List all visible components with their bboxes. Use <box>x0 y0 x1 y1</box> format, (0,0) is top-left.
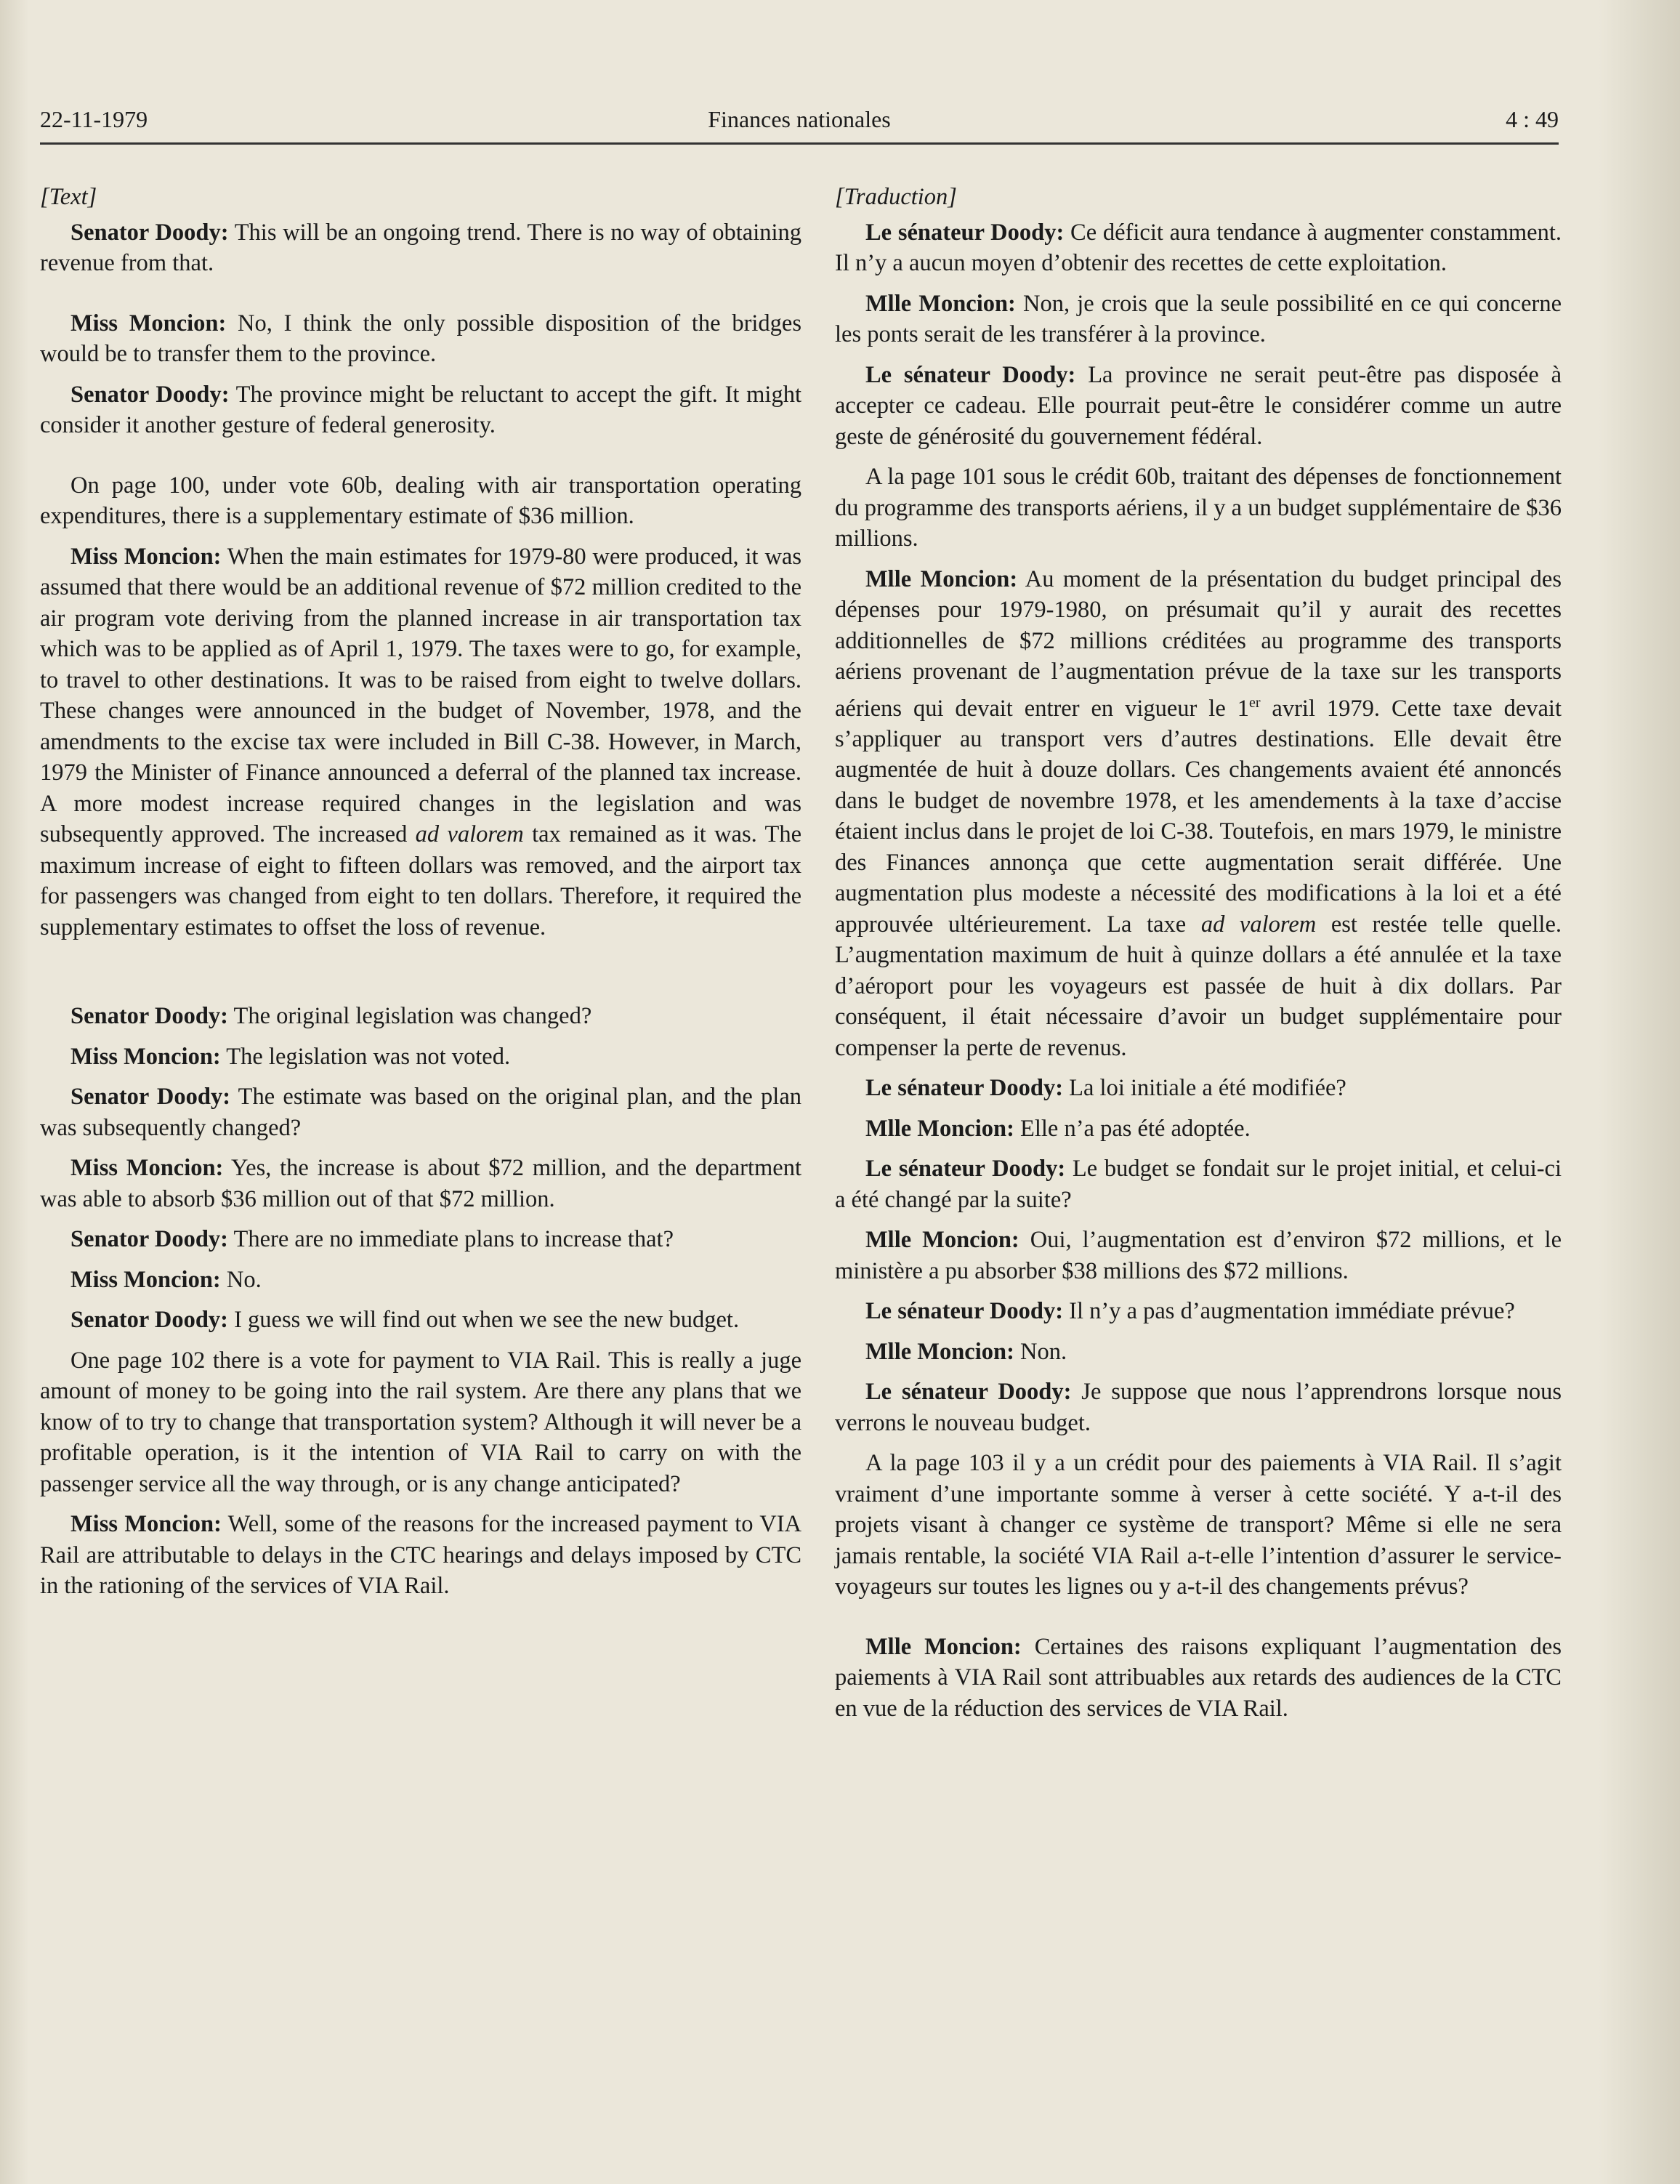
paragraph: Le sénateur Doody: Il n’y a pas d’augmentation immédiate prévue? <box>865 1298 1515 1325</box>
speaker: Le sénateur Doody: <box>865 1075 1064 1102</box>
speaker: Le sénateur Doody: <box>865 361 1076 388</box>
speaker: Mlle Moncion: <box>865 1115 1014 1142</box>
speaker: Mlle Moncion: <box>865 290 1016 317</box>
header-date: 22-11-1979 <box>40 106 148 132</box>
paragraph: Le sénateur Doody: Ce déficit aura tendance à augmenter constamment. Il n’y a aucun moyen d’obtenir des recettes de cette exploitation. <box>835 219 1562 276</box>
speaker: Le sénateur Doody: <box>865 1156 1066 1182</box>
paragraph: Le sénateur Doody: Le budget se fondait sur le projet initial, et celui-ci a été changé par la suite? <box>835 1156 1562 1213</box>
header-title: Finances nationales <box>708 106 891 132</box>
paragraph: Miss Moncion: The legislation was not voted. <box>70 1043 511 1070</box>
speaker: Mlle Moncion: <box>865 1338 1014 1365</box>
speaker: Miss Moncion: <box>70 1511 222 1537</box>
paragraph: Miss Moncion: When the main estimates for 1979-80 were produced, it was assumed that there would be an additional revenue of $72 million credited to the air program vote deriving from the planned increase in air transportation tax which was to be applied as of April 1, 1979. The taxes were to go, for example, to travel to other destinations. It was to be raised from eight to twelve dollars. These changes were announced in the budget of November, 1978, and the amendments to the excise tax were included in Bill C-38. However, in March, 1979 the Minister of Finance announced a deferral of the planned tax increase. A more modest increase required changes in the legislation and was subsequently approved. The increased ad valorem tax remained as it was. The maximum increase of eight to fifteen dollars was removed, and the airport tax for passengers was changed from eight to ten dollars. Therefore, it required the supplementary estimates to offset the loss of revenue. <box>40 543 802 940</box>
speaker: Miss Moncion: <box>70 310 227 337</box>
page-header <box>40 106 1559 145</box>
paragraph: Miss Moncion: Yes, the increase is about $72 million, and the department was able to absorb $36 million out of that $72 million. <box>40 1155 801 1212</box>
header-page-number: 4 : 49 <box>1506 106 1559 132</box>
speaker: Senator Doody: <box>70 1084 231 1110</box>
paragraph: Senator Doody: The province might be reluctant to accept the gift. It might consider it another gesture of federal generosity. <box>40 381 801 438</box>
speaker: Mlle Moncion: <box>865 1633 1022 1660</box>
paragraph: Le sénateur Doody: La province ne serait peut-être pas disposée à accepter ce cadeau. Elle pourrait peut-être le considérer comme un autre geste de générosité du gouvernement fédéral. <box>835 361 1562 450</box>
speaker: Miss Moncion: <box>70 1266 221 1293</box>
paragraph: Le sénateur Doody: La loi initiale a été modifiée? <box>865 1075 1346 1102</box>
paragraph: Senator Doody: The original legislation was changed? <box>70 1003 592 1029</box>
paragraph: Miss Moncion: No. <box>70 1266 262 1293</box>
speaker: Le sénateur Doody: <box>865 1379 1072 1406</box>
paragraph: A la page 101 sous le crédit 60b, traitant des dépenses de fonctionnement du programme des transports aériens, il y a un budget supplémentaire de $36 millions. <box>835 464 1562 552</box>
speaker: Le sénateur Doody: <box>865 1298 1064 1325</box>
traduction-tag: [Traduction] <box>835 184 957 210</box>
speaker: Senator Doody: <box>70 219 229 246</box>
speaker: Miss Moncion: <box>70 1043 221 1070</box>
speaker: Senator Doody: <box>70 1307 228 1333</box>
paragraph: Mlle Moncion: Oui, l’augmentation est d’environ $72 millions, et le ministère a pu absorber $38 millions des $72 millions. <box>835 1227 1562 1284</box>
paragraph: Miss Moncion: Well, some of the reasons for the increased payment to VIA Rail are attributable to delays in the CTC hearings and delays imposed by CTC in the rationing of the services of VIA Rail. <box>40 1511 801 1599</box>
paragraph: Mlle Moncion: Au moment de la présentation du budget principal des dépenses pour 1979-1980, on présumait qu’il y aurait des recettes additionnelles de $72 millions créditées au programme des transports aériens provenant de l’augmentation prévue de la taxe sur les transports aériens qui devait entrer en vigueur le 1er avril 1979. Cette taxe devait s’appliquer au transport vers d’autres destinations. Elle devait être augmentée de huit à douze dollars. Ces changements avaient été annoncés dans le budget de novembre 1978, et les amendements à la taxe d’accise étaient inclus dans le projet de loi C-38. Toutefois, en mars 1979, le ministre des Finances annonça que cette augmentation serait différée. Une augmentation plus modeste a nécessité des modifications à la loi et a été approuvée ultérieurement. La taxe ad valorem est restée telle quelle. L’augmentation maximum de huit à quinze dollars a été annulée et la taxe d’aéroport pour les voyageurs est passée de huit à dix dollars. Par conséquent, il était nécessaire d’avoir un budget supplémentaire pour compenser la perte de revenus. <box>835 565 1562 1061</box>
speaker: Miss Moncion: <box>70 543 222 570</box>
paragraph: Mlle Moncion: Non. <box>865 1338 1067 1365</box>
speaker: Senator Doody: <box>70 1003 228 1029</box>
speaker: Mlle Moncion: <box>865 565 1018 592</box>
speaker: Senator Doody: <box>70 1226 228 1252</box>
paragraph: Mlle Moncion: Elle n’a pas été adoptée. <box>865 1115 1251 1142</box>
paragraph: Senator Doody: The estimate was based on the original plan, and the plan was subsequently changed? <box>40 1084 801 1141</box>
paragraph: Mlle Moncion: Certaines des raisons expliquant l’augmentation des paiements à VIA Rail sont attribuables aux retards des audiences de la CTC en vue de la réduction des services de VIA Rail. <box>835 1633 1562 1722</box>
paragraph: Senator Doody: There are no immediate plans to increase that? <box>70 1226 674 1252</box>
speaker: Le sénateur Doody: <box>865 219 1065 246</box>
paragraph: Miss Moncion: No, I think the only possible disposition of the bridges would be to transfer them to the province. <box>40 310 801 367</box>
speaker: Mlle Moncion: <box>865 1227 1019 1254</box>
speaker: Senator Doody: <box>70 381 230 408</box>
english-column <box>40 182 801 1611</box>
paragraph: On page 100, under vote 60b, dealing with air transportation operating expenditures, there is a supplementary estimate of $36 million. <box>40 472 801 529</box>
paragraph: Senator Doody: This will be an ongoing trend. There is no way of obtaining revenue from that. <box>40 219 801 276</box>
speaker: Miss Moncion: <box>70 1155 224 1181</box>
french-column <box>835 182 1562 1733</box>
text-tag: [Text] <box>40 184 97 210</box>
paragraph: Mlle Moncion: Non, je crois que la seule possibilité en ce qui concerne les ponts serait de les transférer à la province. <box>835 290 1562 347</box>
paragraph: Senator Doody: I guess we will find out when we see the new budget. <box>70 1307 740 1333</box>
paragraph: Le sénateur Doody: Je suppose que nous l’apprendrons lorsque nous verrons le nouveau budget. <box>835 1379 1562 1436</box>
paragraph: A la page 103 il y a un crédit pour des paiements à VIA Rail. Il s’agit vraiment d’une importante somme à verser à cette société. Y a-t-il des projets visant à changer ce système de transport? Même si elle ne sera jamais rentable, la société VIA Rail a-t-elle l’intention d’assurer le service-voyageurs sur toutes les lignes ou y a-t-il des changements prévus? <box>835 1450 1562 1600</box>
paragraph: One page 102 there is a vote for payment to VIA Rail. This is really a juge amount of money to be going into the rail system. Are there any plans that we know of to try to change that transportation system? Although it will never be a profitable operation, is it the intention of VIA Rail to carry on with the passenger service all the way through, or is any change anticipated? <box>40 1347 801 1497</box>
